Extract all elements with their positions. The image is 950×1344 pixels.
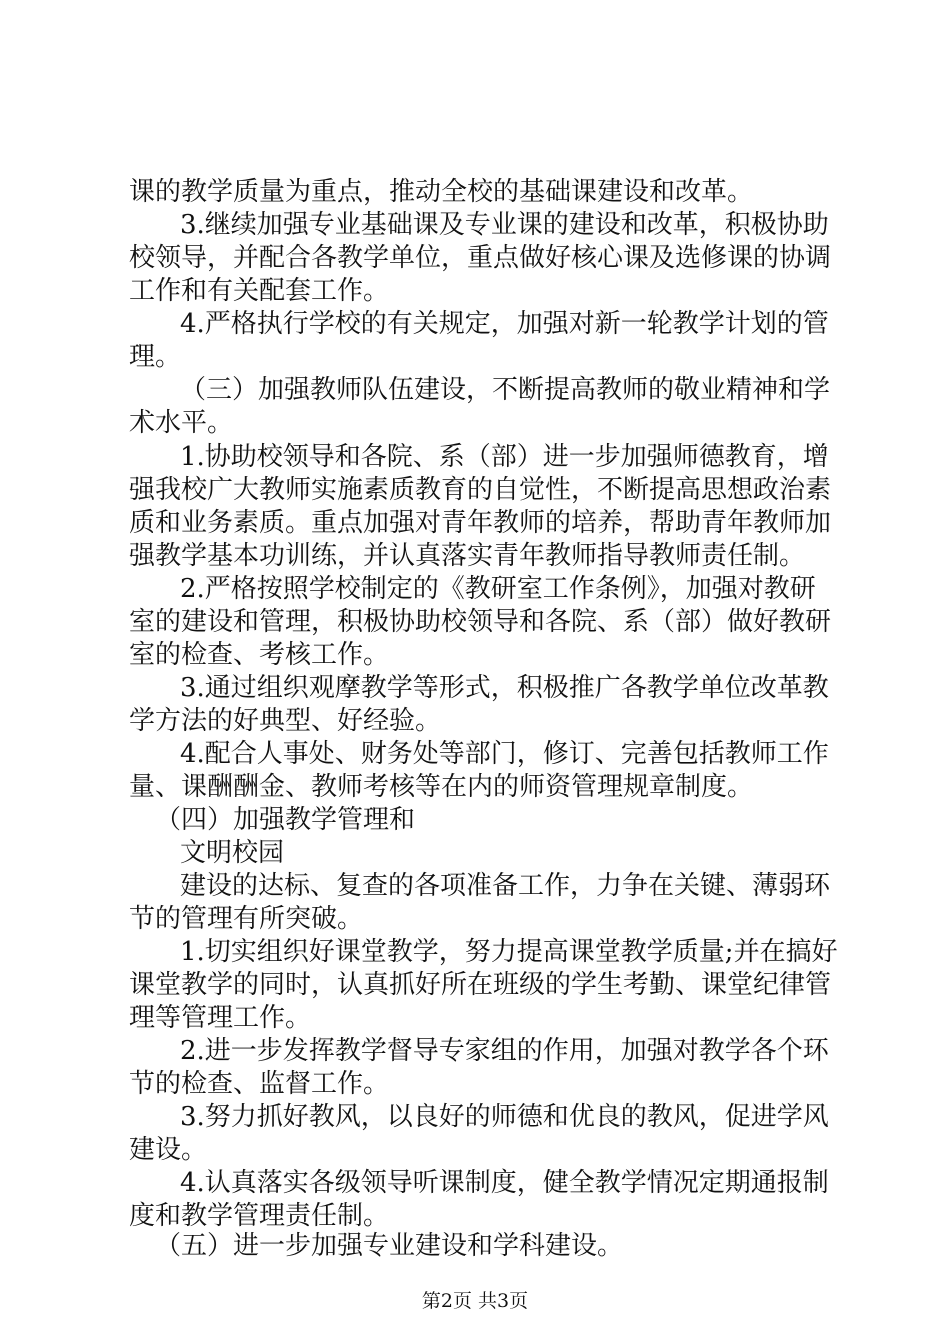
section-heading: （三）加强教师队伍建设，不断提高教师的敬业精神和学 bbox=[180, 375, 831, 405]
text-line: 1.切实组织好课堂教学，努力提高课堂教学质量;并在搞好 bbox=[180, 937, 838, 967]
text-line: 节的管理有所突破。 bbox=[129, 904, 364, 934]
section-heading: （四）加强教学管理和 bbox=[155, 805, 416, 835]
text-line: 强我校广大教师实施素质教育的自觉性，不断提高思想政治素 bbox=[129, 475, 832, 505]
text-line: 3.通过组织观摩教学等形式，积极推广各教学单位改革教 bbox=[180, 673, 829, 703]
text-line: 课堂教学的同时，认真抓好所在班级的学生考勤、课堂纪律管 bbox=[129, 970, 832, 1000]
text-line: 节的检查、监督工作。 bbox=[129, 1069, 390, 1099]
text-line: 工作和有关配套工作。 bbox=[129, 276, 390, 306]
text-line: 4.严格执行学校的有关规定，加强对新一轮教学计划的管 bbox=[180, 309, 829, 339]
page-number-footer: 第2页 共3页 bbox=[421, 1290, 529, 1312]
text-line: 质和业务素质。重点加强对青年教师的培养，帮助青年教师加 bbox=[129, 508, 832, 538]
text-line: 3.继续加强专业基础课及专业课的建设和改革，积极协助 bbox=[180, 210, 829, 240]
text-line: 2.严格按照学校制定的《教研室工作条例》，加强对教研 bbox=[180, 574, 816, 604]
text-line: 术水平。 bbox=[129, 408, 234, 438]
text-line: 3.努力抓好教风，以良好的师德和优良的教风，促进学风 bbox=[180, 1102, 829, 1132]
text-line: 1.协助校领导和各院、系（部）进一步加强师德教育，增 bbox=[180, 442, 829, 472]
text-line: 室的检查、考核工作。 bbox=[129, 640, 390, 670]
text-line: 强教学基本功训练，并认真落实青年教师指导教师责任制。 bbox=[129, 541, 806, 571]
text-line: 4.配合人事处、财务处等部门，修订、完善包括教师工作 bbox=[180, 739, 829, 769]
text-line: 文明校园 bbox=[180, 838, 285, 868]
text-line: 校领导，并配合各教学单位，重点做好核心课及选修课的协调 bbox=[129, 243, 832, 273]
text-line: 学方法的好典型、好经验。 bbox=[129, 706, 442, 736]
text-line: 建设的达标、复查的各项准备工作，力争在关键、薄弱环 bbox=[180, 871, 831, 901]
text-line: 理。 bbox=[129, 342, 182, 372]
text-line: 度和教学管理责任制。 bbox=[129, 1201, 390, 1231]
text-line: 室的建设和管理，积极协助校领导和各院、系（部）做好教研 bbox=[129, 607, 832, 637]
text-line: 2.进一步发挥教学督导专家组的作用，加强对教学各个环 bbox=[180, 1036, 829, 1066]
text-line: 课的教学质量为重点，推动全校的基础课建设和改革。 bbox=[129, 177, 754, 207]
text-line: 4.认真落实各级领导听课制度，健全教学情况定期通报制 bbox=[180, 1168, 829, 1198]
section-heading: （五）进一步加强专业建设和学科建设。 bbox=[155, 1231, 624, 1261]
text-line: 建设。 bbox=[129, 1135, 208, 1165]
text-line: 理等管理工作。 bbox=[129, 1003, 312, 1033]
text-line: 量、课酬酬金、教师考核等在内的师资管理规章制度。 bbox=[129, 772, 754, 802]
